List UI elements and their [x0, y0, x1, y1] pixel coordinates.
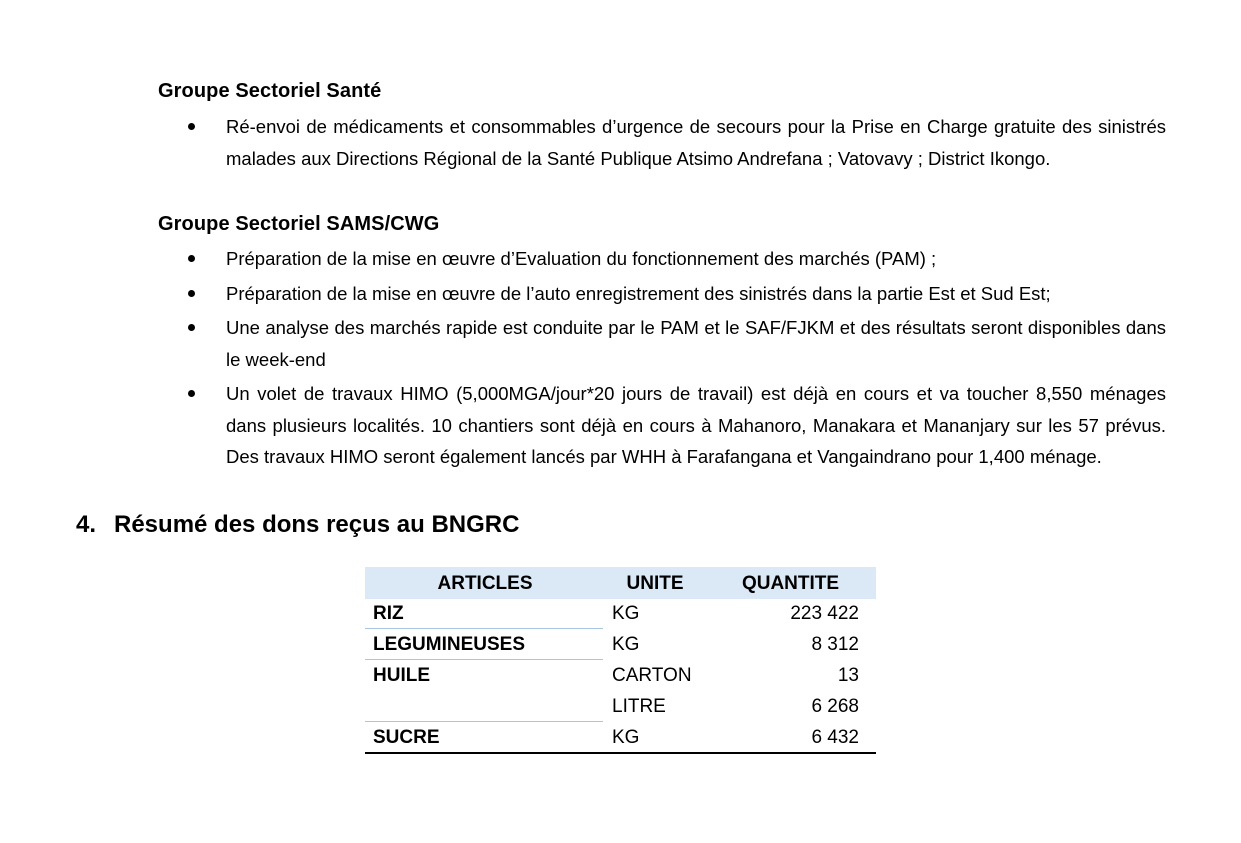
cell-quantity: 6 268	[811, 696, 859, 717]
group-title-sams-cwg: Groupe Sectoriel SAMS/CWG	[158, 213, 440, 235]
cell-article: RIZ	[373, 603, 404, 624]
header-unite: UNITE	[626, 573, 684, 594]
cell-quantity: 8 312	[811, 634, 859, 655]
cell-unit: KG	[612, 727, 640, 748]
bullet-icon	[188, 255, 195, 262]
list-item: Ré-envoi de médicaments et consommables d’urgence de secours pour la Prise en Charge gratuite des sinistrés malades aux Directions Régional de la Santé Publique Atsimo Andrefana ; Vatovavy ; District Ikongo.	[186, 111, 1166, 174]
group-title-sante: Groupe Sectoriel Santé	[158, 80, 382, 102]
cell-article: HUILE	[373, 665, 430, 686]
cell-quantity: 13	[837, 665, 859, 686]
cell-article: SUCRE	[373, 727, 440, 748]
list-item: Un volet de travaux HIMO (5,000MGA/jour*20 jours de travail) est déjà en cours et va toucher 8,550 ménages dans plusieurs localités. 10 chantiers sont déjà en cours à Mahanoro, Manakara et Mananjary sur les 57 prévus. Des travaux HIMO seront également lancés par WHH à Farafangana et Vangaindrano pour 1,400 ménage.	[186, 378, 1166, 473]
section-heading	[76, 505, 519, 545]
section-title: Résumé des dons reçus au BNGRC	[114, 511, 520, 538]
list-item: Une analyse des marchés rapide est conduite par le PAM et le SAF/FJKM et des résultats seront disponibles dans le week-end	[186, 312, 1166, 375]
bullet-icon	[188, 324, 195, 331]
cell-quantity: 223 422	[790, 603, 859, 624]
group-list-sante	[186, 111, 1166, 177]
cell-quantity: 6 432	[811, 727, 859, 748]
bullet-icon	[188, 123, 195, 130]
row-divider	[365, 628, 603, 629]
cell-article: LEGUMINEUSES	[373, 634, 526, 655]
bullet-icon	[188, 390, 195, 397]
header-articles: ARTICLES	[437, 573, 533, 594]
bullet-icon	[188, 290, 195, 297]
table-bottom-border	[365, 752, 876, 754]
cell-unit: CARTON	[612, 665, 692, 686]
group-list-sams-cwg	[186, 243, 1166, 476]
header-quantite: QUANTITE	[741, 573, 840, 594]
cell-unit: KG	[612, 603, 640, 624]
list-item: Préparation de la mise en œuvre de l’auto enregistrement des sinistrés dans la partie Est et Sud Est;	[186, 278, 1166, 310]
row-divider	[365, 721, 603, 722]
list-item: Préparation de la mise en œuvre d’Evaluation du fonctionnement des marchés (PAM) ;	[186, 243, 1166, 275]
donations-table	[365, 567, 876, 754]
cell-unit: LITRE	[612, 696, 666, 717]
row-divider	[365, 659, 603, 660]
cell-unit: KG	[612, 634, 640, 655]
section-number: 4.	[76, 511, 97, 538]
